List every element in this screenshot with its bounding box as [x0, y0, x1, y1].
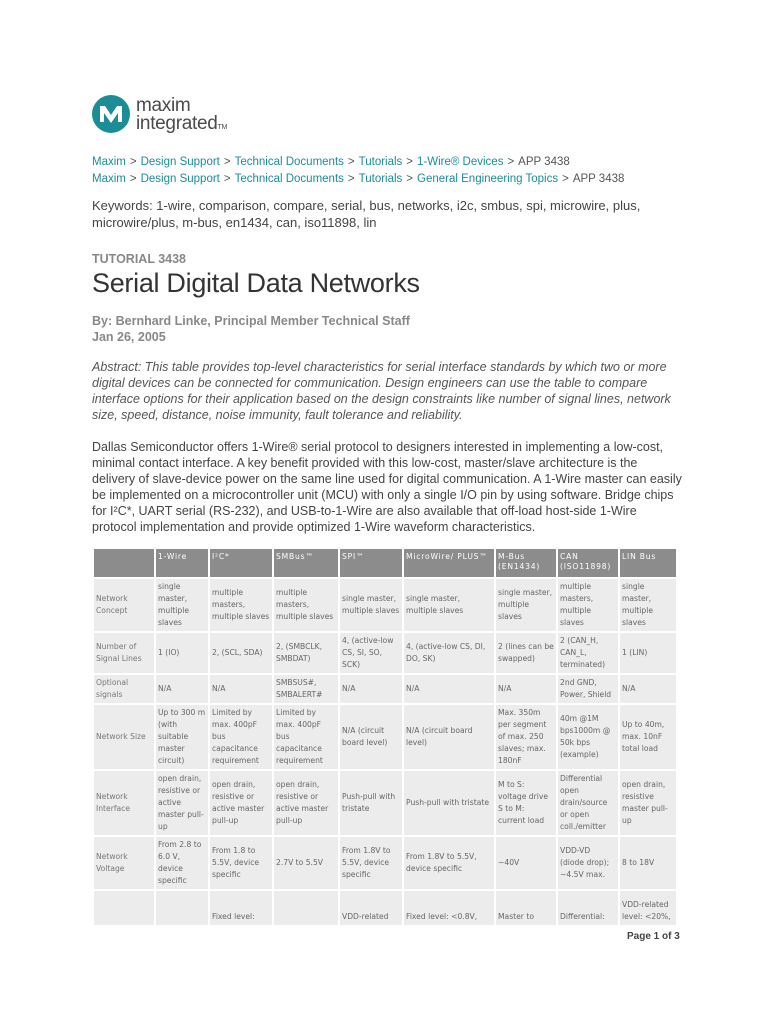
table-cell: Up to 300 m (with suitable master circuit) [156, 705, 208, 769]
table-cell: Master to [496, 891, 556, 925]
logo-line2: integrated [136, 113, 218, 134]
table-cell: 2, (SCL, SDA) [210, 633, 272, 673]
table-cell: N/A [156, 675, 208, 703]
table-cell: 1 (LIN) [620, 633, 676, 673]
table-cell: Push-pull with tristate [340, 771, 402, 835]
table-cell: N/A [496, 675, 556, 703]
table-row [94, 771, 676, 835]
table-cell: 2, (SMBCLK, SMBDAT) [274, 633, 338, 673]
table-cell: multiple masters, multiple slaves [274, 579, 338, 631]
table-cell: Up to 40m, max. 10nF total load [620, 705, 676, 769]
table-cell: 4, (active-low CS, SI, SO, SCK) [340, 633, 402, 673]
maxim-logo[interactable] [92, 95, 232, 137]
page-number: Page 1 of 3 [627, 931, 680, 942]
table-row [94, 837, 676, 889]
breadcrumb: Maxim > Design Support > Technical Documents > Tutorials > General Engineering Topics > APP 3438 [92, 173, 625, 185]
breadcrumb-current: APP 3438 [572, 173, 625, 185]
keywords: Keywords: 1-wire, comparison, compare, serial, bus, networks, i2c, smbus, spi, microwire, plus, microwire/plus, m-bus, en1434, can, iso11898, lin [92, 198, 641, 230]
column-header: SPI™ [340, 549, 402, 577]
table-cell: 2.7V to 5.5V [274, 837, 338, 889]
row-header-cell: Network Voltage [94, 837, 154, 889]
table-cell: 4, (active-low CS, DI, DO, SK) [404, 633, 494, 673]
table-cell: N/A (circuit board level) [404, 705, 494, 769]
table-cell: 2 (CAN_H, CAN_L, terminated) [558, 633, 618, 673]
table-cell: Differential open drain/source or open coll./emitter [558, 771, 618, 835]
logo-tm: TM [217, 124, 228, 131]
table-header-row [94, 549, 676, 577]
table-cell: Fixed level: [210, 891, 272, 925]
table-cell: Limited by max. 400pF bus capacitance requirement [274, 705, 338, 769]
table-cell: N/A [210, 675, 272, 703]
table-cell: multiple masters, multiple slaves [558, 579, 618, 631]
table-cell: ~40V [496, 837, 556, 889]
table-cell: multiple masters, multiple slaves [210, 579, 272, 631]
breadcrumb-1wire-devices[interactable]: 1-Wire® Devices [417, 156, 504, 168]
table-cell: Push-pull with tristate [404, 771, 494, 835]
breadcrumb: Maxim > Design Support > Technical Documents > Tutorials > 1-Wire® Devices > APP 3438 [92, 156, 570, 168]
table-cell: Max. 350m per segment of max. 250 slaves; max. 180nF [496, 705, 556, 769]
table-cell: SMBSUS#, SMBALERT# [274, 675, 338, 703]
abstract: Abstract: This table provides top-level characteristics for serial interface standards by which two or more digital devices can be connected for communication. Design engineers can use the table to compare interface options for their application based on the design constraints like number of signal lines, network size, speed, distance, noise immunity, fault tolerance and reliability. [92, 360, 671, 422]
table-cell: From 1.8V to 5.5V, device specific [404, 837, 494, 889]
table-cell: open drain, resistive or active master pull-up [156, 771, 208, 835]
row-header-cell: Optional signals [94, 675, 154, 703]
table-cell: From 2.8 to 6.0 V, device specific [156, 837, 208, 889]
comparison-table-wrapper [92, 547, 676, 921]
table-cell: VDD-VD (diode drop); ~4.5V max. [558, 837, 618, 889]
breadcrumb-tutorials[interactable]: Tutorials [358, 173, 403, 185]
breadcrumb-technical-documents[interactable]: Technical Documents [234, 173, 344, 185]
row-header-cell [94, 891, 154, 925]
column-header: CAN (ISO11898) [558, 549, 618, 577]
table-cell: Limited by max. 400pF bus capacitance requirement [210, 705, 272, 769]
breadcrumb-maxim[interactable]: Maxim [92, 156, 126, 168]
row-header-cell: Number of Signal Lines [94, 633, 154, 673]
table-row [94, 891, 676, 925]
table-cell [274, 891, 338, 925]
breadcrumb-maxim[interactable]: Maxim [92, 173, 126, 185]
table-cell: 8 to 18V [620, 837, 676, 889]
column-header: I²C* [210, 549, 272, 577]
page-title: Serial Digital Data Networks [92, 268, 420, 298]
logo-line1: maxim [136, 95, 191, 116]
table-cell: N/A [620, 675, 676, 703]
column-header: M-Bus (EN1434) [496, 549, 556, 577]
comparison-table [92, 547, 678, 927]
table-cell: Differential: [558, 891, 618, 925]
table-cell: 40m @1M bps1000m @ 50k bps (example) [558, 705, 618, 769]
table-cell: single master, multiple slaves [156, 579, 208, 631]
tutorial-label: TUTORIAL 3438 [92, 252, 187, 266]
table-cell: Fixed level: <0.8V, [404, 891, 494, 925]
table-cell: From 1.8V to 5.5V, device specific [340, 837, 402, 889]
table-cell: 1 (IO) [156, 633, 208, 673]
maxim-logo-icon [92, 95, 130, 133]
breadcrumb-tutorials[interactable]: Tutorials [358, 156, 403, 168]
table-cell: open drain, resistive or active master pull-up [210, 771, 272, 835]
author: By: Bernhard Linke, Principal Member Technical Staff [92, 314, 410, 328]
table-cell: VDD-related level: <20%, [620, 891, 676, 925]
table-cell [156, 891, 208, 925]
table-cell: single master, multiple slaves [404, 579, 494, 631]
logo-wordmark [136, 97, 227, 137]
table-row [94, 705, 676, 769]
column-header: SMBus™ [274, 549, 338, 577]
row-header-cell: Network Concept [94, 579, 154, 631]
table-row [94, 579, 676, 631]
intro-paragraph: Dallas Semiconductor offers 1-Wire® serial protocol to designers interested in implementing a low-cost, minimal contact interface. A key benefit provided with this low-cost, master/slave architecture is the delivery of slave-device power on the same line used for digital communication. A 1-Wire master can easily be implemented on a microcontroller unit (MCU) with only a single I/O pin by using software. Bridge chips for I²C*, UART serial (RS-232), and USB-to-1-Wire are also available that off-load host-side 1-Wire protocol implementation and provide optimized 1-Wire waveform characteristics. [92, 440, 682, 534]
table-cell: 2nd GND, Power, Shield [558, 675, 618, 703]
breadcrumb-technical-documents[interactable]: Technical Documents [234, 156, 344, 168]
table-cell: open drain, resistive master pull-up [620, 771, 676, 835]
table-cell: 2 (lines can be swapped) [496, 633, 556, 673]
table-row [94, 633, 676, 673]
table-cell: M to S: voltage drive S to M: current load [496, 771, 556, 835]
breadcrumb-design-support[interactable]: Design Support [140, 173, 220, 185]
column-header: MicroWire/ PLUS™ [404, 549, 494, 577]
table-cell: single master, multiple slaves [340, 579, 402, 631]
table-cell: single master, multiple slaves [620, 579, 676, 631]
table-cell: VDD-related [340, 891, 402, 925]
row-header-cell: Network Interface [94, 771, 154, 835]
table-cell: N/A (circuit board level) [340, 705, 402, 769]
table-cell: N/A [404, 675, 494, 703]
table-cell: open drain, resistive or active master pull-up [274, 771, 338, 835]
column-header [94, 549, 154, 577]
row-header-cell: Network Size [94, 705, 154, 769]
table-cell: N/A [340, 675, 402, 703]
byline [92, 313, 410, 345]
table-cell: single master, multiple slaves [496, 579, 556, 631]
table-cell: From 1.8 to 5.5V, device specific [210, 837, 272, 889]
breadcrumb-current: APP 3438 [518, 156, 570, 168]
breadcrumb-design-support[interactable]: Design Support [140, 156, 220, 168]
publish-date: Jan 26, 2005 [92, 330, 166, 344]
table-row [94, 675, 676, 703]
column-header: LIN Bus [620, 549, 676, 577]
breadcrumb-general-engineering[interactable]: General Engineering Topics [417, 173, 559, 185]
column-header: 1-Wire [156, 549, 208, 577]
